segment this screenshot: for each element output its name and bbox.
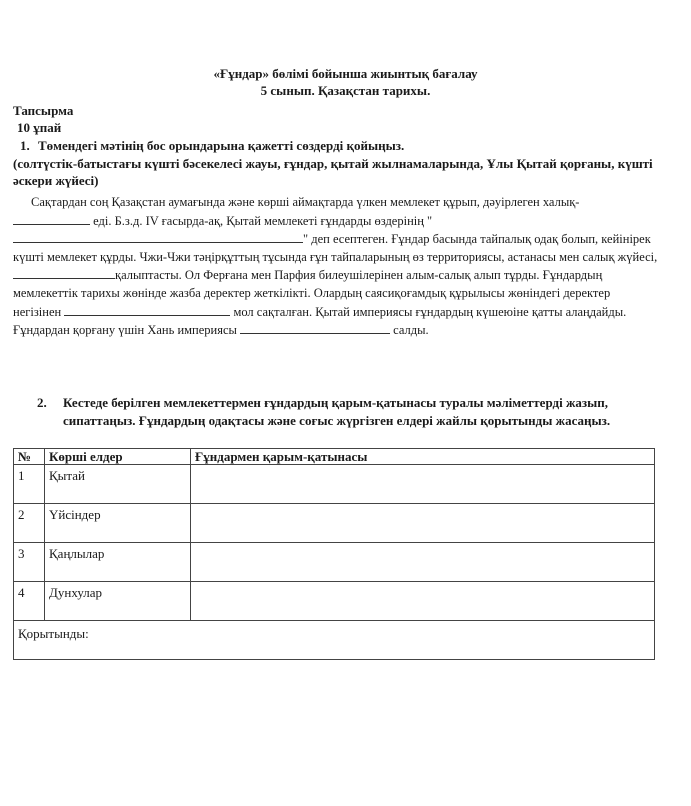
question-1-text: Төмендегі мәтінің бос орындарына қажетті сөздерді қойыңыз. xyxy=(38,138,405,153)
row-relation-cell[interactable] xyxy=(191,504,655,543)
conclusion-cell[interactable]: Қорытынды: xyxy=(14,621,655,660)
header-countries: Көрші елдер xyxy=(45,449,191,465)
row-relation-cell[interactable] xyxy=(191,465,655,504)
blank-1[interactable] xyxy=(13,212,90,225)
passage-part-2: еді. Б.з.д. IV ғасырда-ақ, Қытай мемлекеті ғұндарды өздерінің " xyxy=(90,213,433,228)
table-row xyxy=(14,504,655,543)
relations-table xyxy=(13,448,655,660)
table-row xyxy=(14,582,655,621)
question-2-number: 2. xyxy=(37,395,47,410)
header-number: № xyxy=(14,449,45,465)
question-1-heading xyxy=(20,138,404,154)
passage-part-5: мол сақталған. Қытай империясы ғұндардың күшеюіне қатты алаңдайды. Ғұндардан қорғану үшін Хань империясы xyxy=(13,304,627,338)
row-country: Үйсіндер xyxy=(45,504,191,543)
passage-part-6: салды. xyxy=(390,323,429,338)
table-row xyxy=(14,543,655,582)
passage-part-1: Сақтардан соң Қазақстан аумағында және көрші аймақтарда үлкен мемлекет құрып, дәуірлеген халық- xyxy=(31,195,580,209)
row-relation-cell[interactable] xyxy=(191,582,655,621)
word-bank: (солтүстік-батыстағы күшті бәсекелесі жауы, ғұндар, қытай жылнамаларында, Ұлы Қытай қорғаны, күшті әскери жүйесі) xyxy=(13,156,653,188)
document-subtitle: 5 сынып. Қазақстан тарихы. xyxy=(260,83,431,98)
row-relation-cell[interactable] xyxy=(191,543,655,582)
blank-4[interactable] xyxy=(64,303,230,316)
row-country: Дунхулар xyxy=(45,582,191,621)
row-number: 4 xyxy=(14,582,45,621)
row-number: 3 xyxy=(14,543,45,582)
blank-2[interactable] xyxy=(13,230,303,243)
question-2 xyxy=(37,394,647,429)
passage-part-3: " деп есептеген. Ғұндар басында тайпалық одақ болып, кейінірек күшті мемлекет құрды. Чжи-Чжи тәңірқұттың тұсында ғұн тайпаларының өз территориясы, астанасы мен салық жүйесі, xyxy=(13,232,658,264)
row-number: 1 xyxy=(14,465,45,504)
fill-in-passage xyxy=(13,194,658,340)
task-label: Тапсырма xyxy=(13,103,74,118)
row-country: Қаңлылар xyxy=(45,543,191,582)
header-relations: Ғұндармен қарым-қатынасы xyxy=(191,449,655,465)
table-row xyxy=(14,465,655,504)
document-title: «Ғұндар» бөлімі бойынша жиынтық бағалау xyxy=(213,66,478,81)
task-points: 10 ұпай xyxy=(17,120,62,135)
conclusion-row xyxy=(14,621,655,660)
question-2-text: Кестеде берілген мемлекеттермен ғұндардың қарым-қатынасы туралы мәліметтерді жазып, сипаттаңыз. Ғұндардың одақтасы және соғыс жүргізген елдері жайлы қорытынды жасаңыз. xyxy=(63,395,611,428)
blank-5[interactable] xyxy=(240,321,390,334)
passage-part-4: қалыптасты. Ол Ферғана мен Парфия билеушілерінен алым-салық алып тұрды. Ғұндардың мемлекеттік тарихы жөнінде жазба деректер жеткілікті. Олардың саясиқоғамдық құрылысы жөніндегі деректер негізінен xyxy=(13,268,611,319)
row-country: Қытай xyxy=(45,465,191,504)
blank-3[interactable] xyxy=(13,266,115,279)
table-header-row xyxy=(14,449,655,465)
row-number: 2 xyxy=(14,504,45,543)
question-1-number: 1. xyxy=(20,138,30,153)
